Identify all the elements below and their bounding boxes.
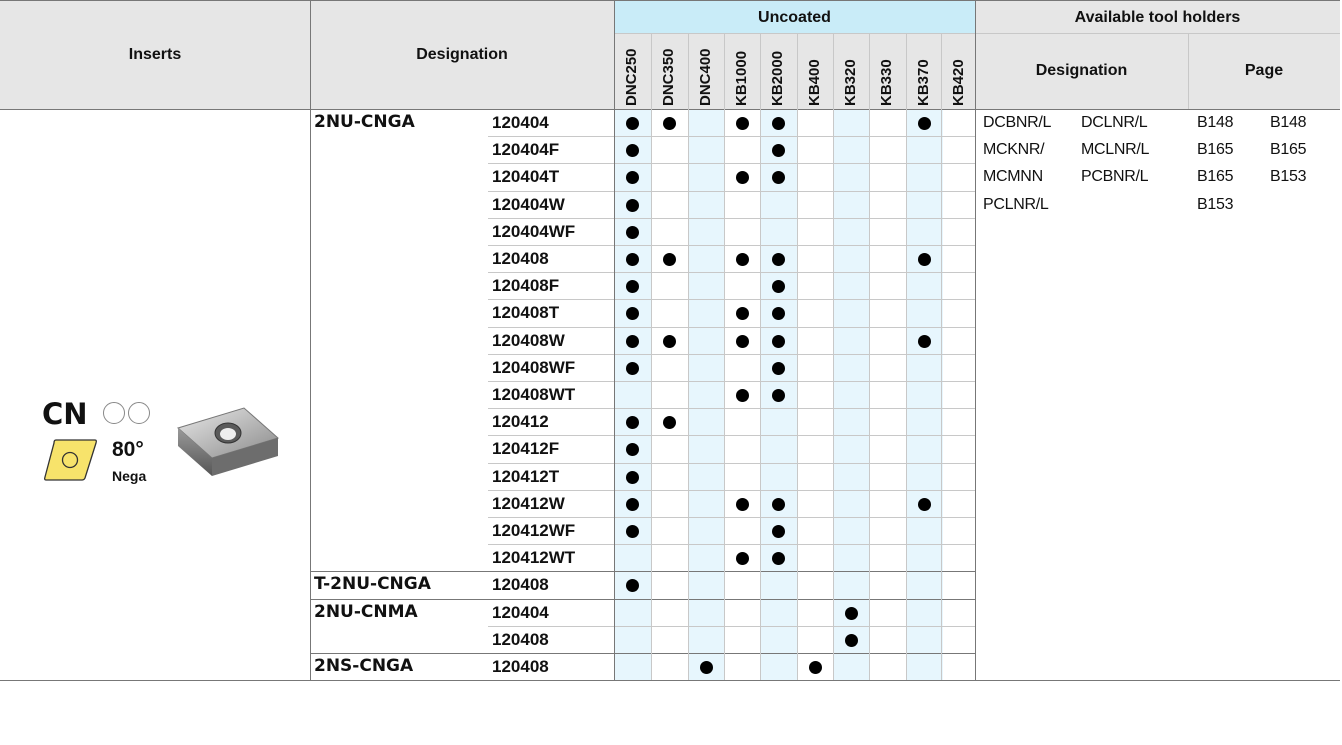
availability-dot xyxy=(772,389,785,402)
availability-dot xyxy=(626,253,639,266)
row-line xyxy=(488,272,975,273)
holder-designation: MCKNR/ xyxy=(983,141,1045,159)
holder-page: B148 xyxy=(1197,114,1234,131)
available-holders-header: Available tool holders xyxy=(1074,9,1241,26)
availability-dot xyxy=(626,335,639,348)
row-line xyxy=(488,517,975,518)
row-line xyxy=(488,299,975,300)
availability-dot xyxy=(918,498,931,511)
insert-code: 120404 xyxy=(492,113,549,132)
designation-header: Designation xyxy=(416,46,508,63)
availability-dot xyxy=(772,362,785,375)
availability-dot xyxy=(736,117,749,130)
holder-page: B153 xyxy=(1197,195,1234,213)
grade-divider xyxy=(869,33,870,680)
row-line xyxy=(488,544,975,545)
insert-type: Nega xyxy=(112,468,147,484)
availability-dot xyxy=(626,498,639,511)
placeholder-circle-2 xyxy=(128,402,150,424)
grades-right-divider xyxy=(975,0,976,680)
row-line xyxy=(488,354,975,355)
grade-divider xyxy=(906,33,907,680)
holder-page: B165 xyxy=(1197,141,1234,159)
inserts-divider xyxy=(310,0,311,680)
availability-dot xyxy=(772,335,785,348)
availability-dot xyxy=(918,117,931,130)
holder-designation: MCLNR/L xyxy=(1081,141,1150,159)
holder-designation: PCBNR/L xyxy=(1081,168,1149,186)
row-line xyxy=(310,653,975,654)
holder-page: B165 xyxy=(1197,168,1234,186)
row-line xyxy=(310,599,975,600)
designation-t-2nu-cnga: T-2NU-CNGA xyxy=(314,574,431,595)
holder-designation: PCLNR/L xyxy=(983,195,1049,213)
grade-header-kb400: KB400 xyxy=(806,59,823,106)
availability-dot xyxy=(918,335,931,348)
page-header: Page xyxy=(1244,62,1284,79)
grade-header-kb330: KB330 xyxy=(878,59,895,106)
grade-header-kb1000: KB1000 xyxy=(733,50,750,106)
insert-code: 120412 xyxy=(492,412,549,432)
insert-code: 120404F xyxy=(492,140,560,160)
designation-2ns-cnga: 2NS-CNGA xyxy=(314,656,414,676)
availability-dot xyxy=(663,253,676,266)
grade-divider xyxy=(797,33,798,680)
insert-code: 120408W xyxy=(492,330,565,350)
grade-header-dnc350: DNC350 xyxy=(660,48,677,106)
availability-dot xyxy=(772,498,785,511)
grade-header-kb370: KB370 xyxy=(915,59,932,106)
availability-dot xyxy=(845,634,858,647)
availability-dot xyxy=(663,416,676,429)
holder-page: B153 xyxy=(1270,168,1307,186)
availability-dot xyxy=(736,253,749,266)
availability-dot xyxy=(772,525,785,538)
grade-divider xyxy=(651,33,652,680)
availability-dot xyxy=(626,471,639,484)
insert-code: 120404T xyxy=(492,167,560,187)
holder-page: B148 xyxy=(1270,114,1307,131)
availability-dot xyxy=(626,362,639,375)
grade-header-kb320: KB320 xyxy=(842,59,859,106)
insert-photo-icon xyxy=(172,398,284,484)
row-line xyxy=(488,490,975,491)
row-line xyxy=(488,408,975,409)
row-line xyxy=(488,245,975,246)
insert-shape-code: CN xyxy=(42,397,88,431)
holder-designation: MCMNN xyxy=(983,168,1043,186)
insert-code: 120408T xyxy=(492,303,560,323)
availability-dot xyxy=(663,117,676,130)
availability-dot xyxy=(736,498,749,511)
grade-divider xyxy=(941,33,942,680)
row-line xyxy=(488,381,975,382)
availability-dot xyxy=(772,117,785,130)
holder-page: B165 xyxy=(1270,141,1307,159)
availability-dot xyxy=(736,307,749,320)
header-mid-line xyxy=(614,33,1340,34)
availability-dot xyxy=(772,253,785,266)
availability-dot xyxy=(626,199,639,212)
insert-angle: 80° xyxy=(112,438,144,461)
row-line xyxy=(488,218,975,219)
row-line xyxy=(488,327,975,328)
top-border xyxy=(0,0,1340,1)
row-line xyxy=(488,136,975,137)
holder-designation: DCLNR/L xyxy=(1081,114,1148,131)
inserts-header: Inserts xyxy=(128,46,182,63)
insert-code: 120408 xyxy=(492,657,549,676)
insert-code: 120408F xyxy=(492,276,560,296)
placeholder-circle-1 xyxy=(103,402,125,424)
availability-dot xyxy=(736,335,749,348)
insert-code: 120412WF xyxy=(492,521,576,540)
uncoated-header: Uncoated xyxy=(758,9,831,26)
insert-code: 120408 xyxy=(492,249,549,268)
holder-designation-header: Designation xyxy=(1035,62,1128,79)
rhombic-shape-icon xyxy=(42,437,98,483)
insert-code: 120408WT xyxy=(492,385,576,404)
insert-code: 120408WF xyxy=(492,357,576,377)
row-line xyxy=(310,571,975,572)
grade-divider xyxy=(833,33,834,680)
availability-dot xyxy=(809,661,822,674)
availability-dot xyxy=(918,253,931,266)
designation-2nu-cnga: 2NU-CNGA xyxy=(314,112,415,132)
availability-dot xyxy=(736,171,749,184)
availability-dot xyxy=(736,552,749,565)
insert-code: 120404WF xyxy=(492,221,576,241)
row-line xyxy=(488,626,975,627)
designation-2nu-cnma: 2NU-CNMA xyxy=(314,601,418,622)
grade-header-kb2000: KB2000 xyxy=(769,50,786,106)
availability-dot xyxy=(845,607,858,620)
grades-left-divider xyxy=(614,0,615,680)
insert-code: 120408 xyxy=(492,575,549,595)
availability-dot xyxy=(700,661,713,674)
availability-dot xyxy=(626,226,639,239)
insert-code: 120408 xyxy=(492,629,549,649)
row-line xyxy=(488,463,975,464)
availability-dot xyxy=(663,335,676,348)
insert-code: 120412T xyxy=(492,466,560,486)
header-bottom-line xyxy=(0,109,1340,110)
row-line xyxy=(488,435,975,436)
availability-dot xyxy=(736,389,749,402)
insert-code: 120412W xyxy=(492,493,565,513)
grade-divider xyxy=(760,33,761,680)
holder-designation: DCBNR/L xyxy=(983,114,1052,131)
row-line xyxy=(488,163,975,164)
table-bottom xyxy=(0,680,1340,681)
grade-header-dnc250: DNC250 xyxy=(623,48,640,106)
availability-dot xyxy=(626,525,639,538)
grade-divider xyxy=(724,33,725,680)
grade-column-shade xyxy=(906,109,943,680)
insert-code: 120404W xyxy=(492,194,565,214)
page-divider xyxy=(1188,33,1189,109)
grade-divider xyxy=(688,33,689,680)
insert-code: 120404 xyxy=(492,602,549,622)
grade-header-dnc400: DNC400 xyxy=(697,48,714,106)
insert-code: 120412F xyxy=(492,439,560,459)
availability-dot xyxy=(626,117,639,130)
grade-column-shade xyxy=(688,109,725,680)
grade-header-kb420: KB420 xyxy=(950,59,967,106)
insert-code: 120412WT xyxy=(492,548,576,568)
row-line xyxy=(488,191,975,192)
grade-column-shade xyxy=(614,109,651,680)
grade-column-shade xyxy=(833,109,870,680)
